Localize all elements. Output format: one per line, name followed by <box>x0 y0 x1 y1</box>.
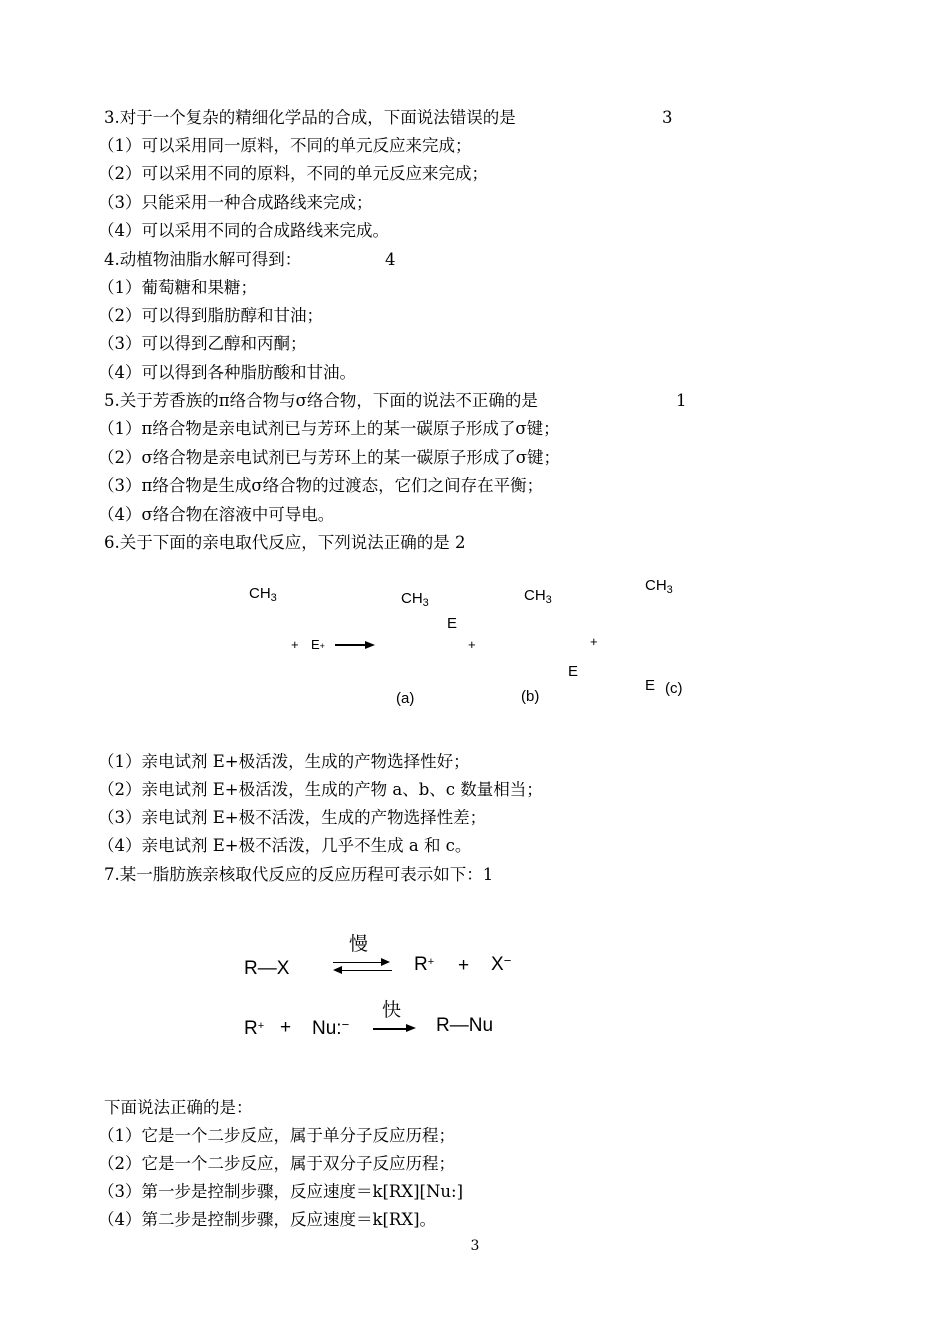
q7-option-4: （4）第二步是控制步骤，反应速度＝k[RX]。 <box>98 1210 437 1229</box>
reactant-plus: + <box>291 637 299 652</box>
q5-option-3: （3）π络合物是生成σ络合物的过渡态，它们之间存在平衡； <box>98 476 544 495</box>
q6-stem: 6.关于下面的亲电取代反应，下列说法正确的是 2 <box>104 533 466 552</box>
nucleophile: Nu:− <box>312 1017 350 1039</box>
q5-option-2: （2）σ络合物是亲电试剂已与芳环上的某一碳原子形成了σ键； <box>98 448 561 467</box>
product-a-ch3: $CH_3$ <box>401 590 429 609</box>
q4-option-2: （2）可以得到脂肪醇和甘油； <box>98 306 323 325</box>
q3-stem: 3.对于一个复杂的精细化学品的合成，下面说法错误的是 <box>104 108 516 127</box>
q5-option-1: （1）π络合物是亲电试剂已与芳环上的某一碳原子形成了σ键； <box>98 419 560 438</box>
q4-answer: 4 <box>385 250 396 269</box>
product-rnu: R—Nu <box>436 1015 494 1036</box>
product-b-ch3: $CH_3$ <box>524 587 552 606</box>
electrophile: E+ <box>311 637 325 652</box>
slow-label: 慢 <box>349 934 369 955</box>
plus-a-b: + <box>468 637 476 652</box>
leaving-group: X− <box>491 953 512 975</box>
label-b: (b) <box>521 688 540 705</box>
q4-option-4: （4）可以得到各种脂肪酸和甘油。 <box>98 363 356 382</box>
carbocation-step2: R+ <box>244 1018 265 1039</box>
product-b-e: E <box>568 663 579 680</box>
page-number: 3 <box>470 1238 480 1254</box>
q6-option-4: （4）亲电试剂 E+极不活泼，几乎不生成 a 和 c。 <box>98 836 472 855</box>
q6-option-3: （3）亲电试剂 E+极不活泼，生成的产物选择性差； <box>98 808 487 827</box>
q7-option-3: （3）第一步是控制步骤，反应速度＝k[RX][Nu:] <box>98 1182 464 1201</box>
step2-arrow <box>373 1028 408 1030</box>
q4-option-1: （1）葡萄糖和果糖； <box>98 278 257 297</box>
rx-reactant: R—X <box>244 958 290 979</box>
reaction-arrow <box>335 644 367 646</box>
product-c-ch3: $CH_3$ <box>645 577 673 596</box>
forward-arrow-head <box>381 958 390 966</box>
q7-option-1: （1）它是一个二步反应，属于单分子反应历程； <box>98 1126 455 1145</box>
q5-answer: 1 <box>676 391 687 410</box>
plus-step1: + <box>458 955 470 976</box>
plus-step2: + <box>280 1017 292 1038</box>
reaction-arrow-head <box>365 641 375 649</box>
reactant-ch3: $CH_3$ <box>249 585 277 604</box>
step2-arrow-head <box>406 1024 416 1032</box>
label-a: (a) <box>396 690 415 707</box>
carbocation: R+ <box>414 954 435 975</box>
product-c-e: E <box>645 677 656 694</box>
reverse-arrow-head <box>333 966 342 974</box>
q7-intro: 下面说法正确的是： <box>104 1098 253 1117</box>
q7-option-2: （2）它是一个二步反应，属于双分子反应历程； <box>98 1154 455 1173</box>
forward-arrow <box>333 962 383 963</box>
q3-answer: 3 <box>662 108 673 127</box>
q3-option-3: （3）只能采用一种合成路线来完成； <box>98 193 373 212</box>
fast-label: 快 <box>382 1000 402 1021</box>
reverse-arrow <box>342 970 392 971</box>
q4-option-3: （3）可以得到乙醇和丙酮； <box>98 334 307 353</box>
q3-option-4: （4）可以采用不同的合成路线来完成。 <box>98 221 389 240</box>
q3-option-2: （2）可以采用不同的原料，不同的单元反应来完成； <box>98 164 488 183</box>
q4-stem: 4.动植物油脂水解可得到： <box>104 250 302 269</box>
q6-option-2: （2）亲电试剂 E+极活泼，生成的产物 a、b、c 数量相当； <box>98 780 543 799</box>
q5-stem: 5.关于芳香族的π络合物与σ络合物，下面的说法不正确的是 <box>104 391 538 410</box>
q3-option-1: （1）可以采用同一原料，不同的单元反应来完成； <box>98 136 472 155</box>
q5-option-4: （4）σ络合物在溶液中可导电。 <box>98 505 335 524</box>
q7-stem: 7.某一脂肪族亲核取代反应的反应历程可表示如下：1 <box>104 865 494 884</box>
plus-b-c: + <box>590 634 598 649</box>
label-c: (c) <box>665 680 683 697</box>
q6-option-1: （1）亲电试剂 E+极活泼，生成的产物选择性好； <box>98 752 470 771</box>
product-a-e: E <box>447 615 458 632</box>
